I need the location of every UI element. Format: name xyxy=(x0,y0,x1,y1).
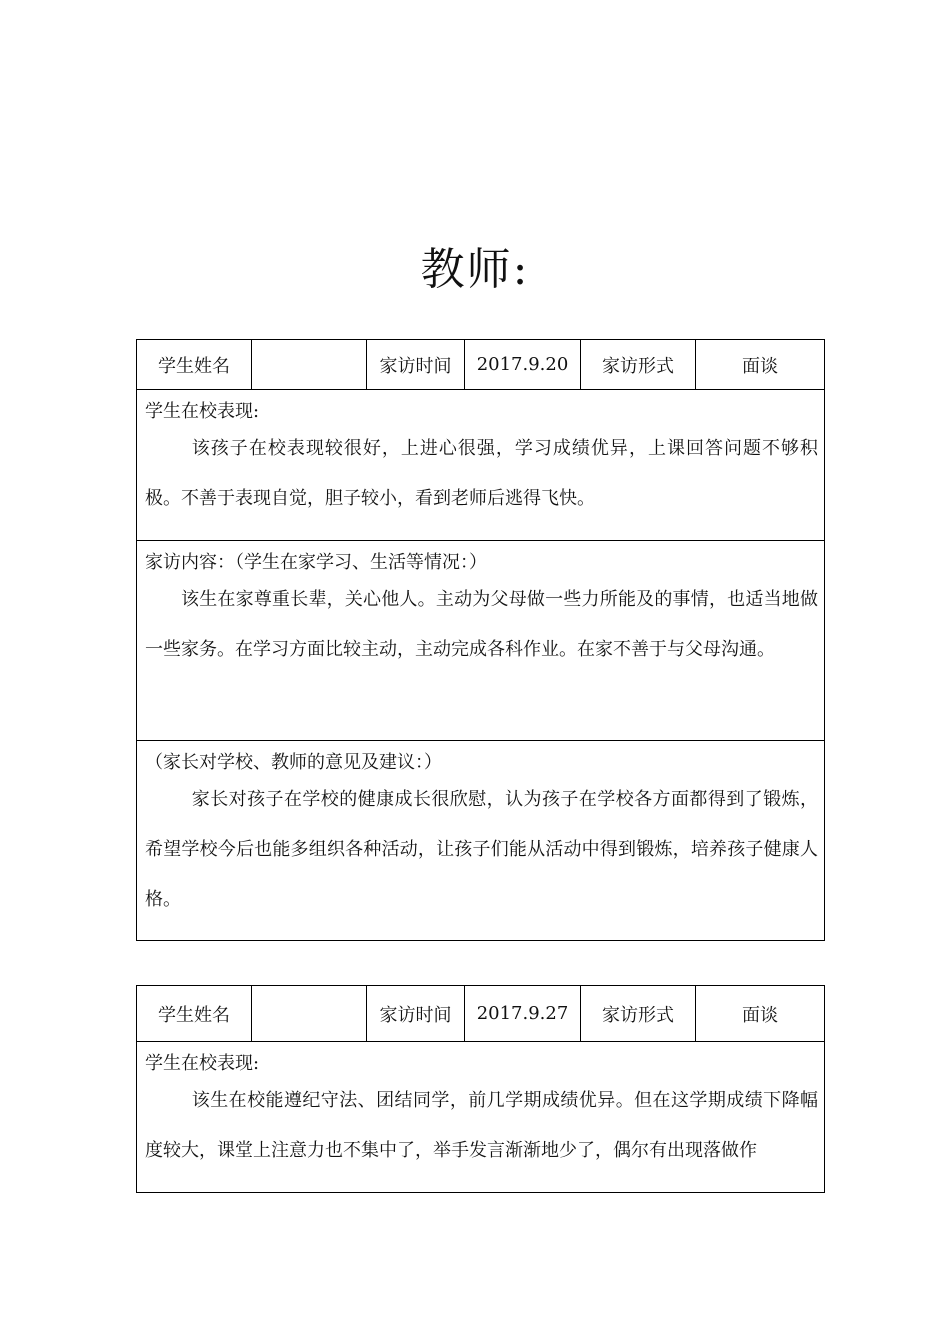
home-visit-record-1 xyxy=(136,339,825,941)
visit-time-value: 2017.9.20 xyxy=(465,340,581,390)
visit-time-value: 2017.9.27 xyxy=(465,986,581,1042)
visit-time-label: 家访时间 xyxy=(367,986,465,1042)
visit-time-label: 家访时间 xyxy=(367,340,465,390)
school-performance-row xyxy=(137,390,825,541)
visit-content-text: 该生在家尊重长辈，关心他人。主动为父母做一些力所能及的事情，也适当地做一些家务。在学习方面比较主动，主动完成各科作业。在家不善于与父母沟通。 xyxy=(145,589,818,660)
parent-suggestions-label: （家长对学校、教师的意见及建议：） xyxy=(145,752,442,773)
school-performance-cell xyxy=(137,1042,825,1193)
parent-suggestions-cell xyxy=(137,741,825,941)
school-performance-row xyxy=(137,1042,825,1193)
student-name-value xyxy=(252,986,367,1042)
student-name-label: 学生姓名 xyxy=(137,340,252,390)
school-performance-cell xyxy=(137,390,825,541)
school-performance-text: 该生在校能遵纪守法、团结同学，前几学期成绩优异。但在这学期成绩下降幅度较大，课堂上注意力也不集中了，举手发言渐渐地少了，偶尔有出现落做作 xyxy=(145,1090,818,1161)
visit-form-value: 面谈 xyxy=(696,986,825,1042)
student-name-label: 学生姓名 xyxy=(137,986,252,1042)
parent-suggestions-row xyxy=(137,741,825,941)
visit-form-label: 家访形式 xyxy=(581,986,696,1042)
visit-form-label: 家访形式 xyxy=(581,340,696,390)
visit-content-label: 家访内容：（学生在家学习、生活等情况：） xyxy=(145,552,487,573)
home-visit-record-2 xyxy=(136,985,825,1193)
visit-form-value: 面谈 xyxy=(696,340,825,390)
page-title: 教师: xyxy=(420,244,530,295)
student-name-value xyxy=(252,340,367,390)
parent-suggestions-text: 家长对孩子在学校的健康成长很欣慰，认为孩子在学校各方面都得到了锻炼，希望学校今后也能多组织各种活动，让孩子们能从活动中得到锻炼，培养孩子健康人格。 xyxy=(145,789,818,910)
school-performance-label: 学生在校表现: xyxy=(145,1053,260,1074)
visit-content-row xyxy=(137,541,825,741)
visit-content-cell xyxy=(137,541,825,741)
record-header-row xyxy=(137,340,825,390)
school-performance-label: 学生在校表现: xyxy=(145,401,260,422)
school-performance-text: 该孩子在校表现较很好，上进心很强，学习成绩优异，上课回答问题不够积极。不善于表现自觉，胆子较小，看到老师后逃得飞快。 xyxy=(145,438,818,509)
record-header-row xyxy=(137,986,825,1042)
